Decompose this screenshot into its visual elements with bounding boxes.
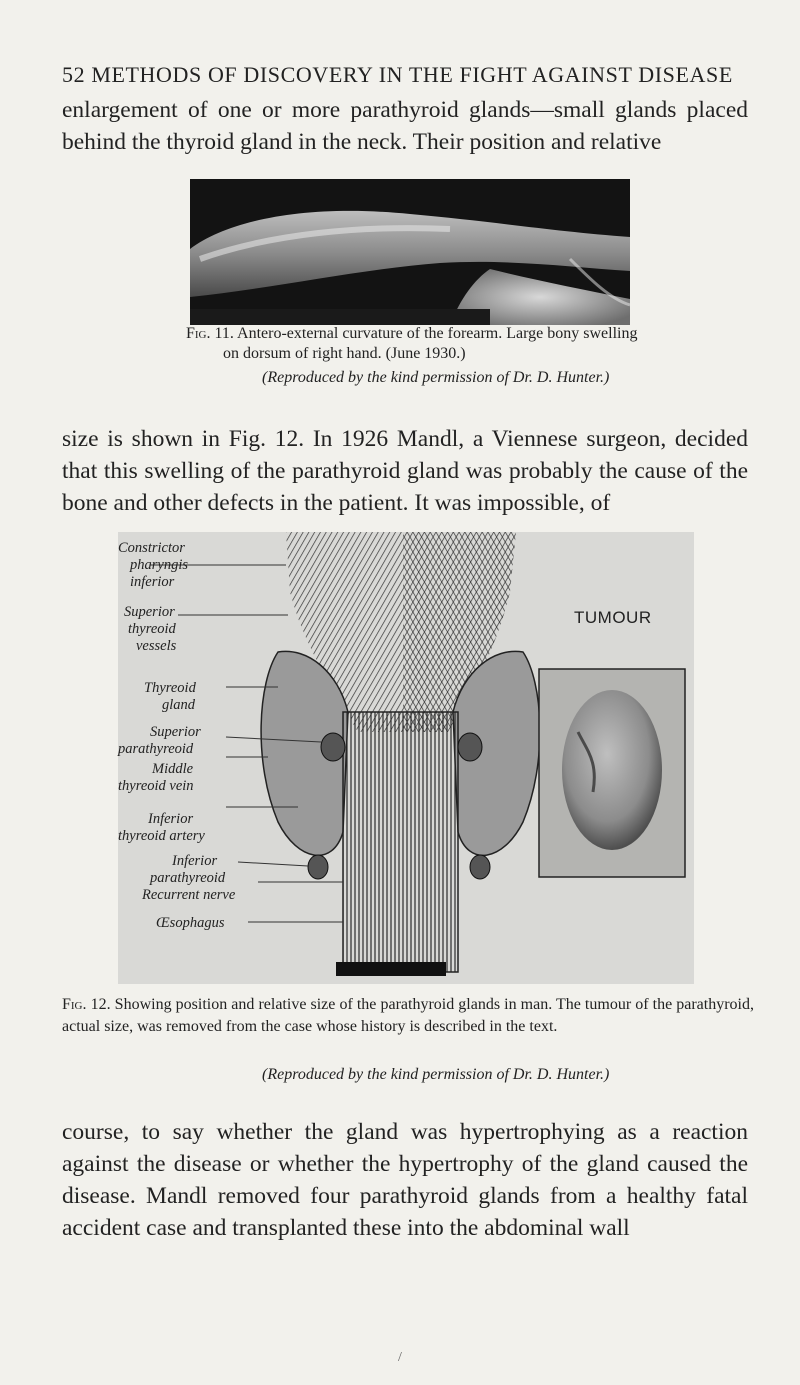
- running-header: [62, 62, 742, 88]
- label-constrictor-3: inferior: [130, 574, 175, 590]
- figure-11-caption: [186, 324, 766, 364]
- label-inf-artery-2: thyreoid artery: [118, 828, 205, 844]
- forearm-photo: [190, 179, 630, 325]
- page-number: 52: [62, 62, 86, 87]
- figure-11-caption-line1: Antero-external curvature of the forearm. Large bony swelling: [237, 325, 638, 342]
- label-sup-para-1: Superior: [150, 724, 201, 740]
- label-thyroid-1: Thyreoid: [144, 680, 196, 696]
- figure-11-label: Fig. 11.: [186, 325, 234, 342]
- figure-11-caption-line2: on dorsum of right hand. (June 1930.): [223, 345, 466, 362]
- figure-11-credit: (Reproduced by the kind permission of Dr. D. Hunter.): [262, 369, 610, 386]
- paragraph-2: size is shown in Fig. 12. In 1926 Mandl, a Viennese surgeon, decided that this swelling of the parathyroid gland was probably the cause of the bone and other defects in the patient. It was impossible, of: [62, 426, 748, 516]
- label-sup-para-2: parathyreoid: [118, 741, 194, 757]
- paragraph-3: course, to say whether the gland was hypertrophying as a reaction against the disease or whether the hypertrophy of the gland caused the disease. Mandl removed four parathyroid glands from a healthy fatal accident case and transplanted these into the abdominal wall: [62, 1119, 748, 1241]
- figure-12-credit: (Reproduced by the kind permission of Dr. D. Hunter.): [262, 1066, 610, 1083]
- label-inf-para-1: Inferior: [172, 853, 218, 869]
- label-thyroid-2: gland: [162, 697, 196, 713]
- label-oesophagus: Œsophagus: [156, 915, 225, 931]
- paragraph-1: enlargement of one or more parathyroid glands—small glands placed behind the thyroid gland in the neck. Their position and relative: [62, 97, 748, 155]
- label-constrictor-1: Constrictor: [118, 540, 185, 556]
- label-inf-artery-1: Inferior: [148, 811, 194, 827]
- figure-12-caption-text: Showing position and relative size of the parathyroid glands in man. The tumour of the parathyroid, actual size, was removed from the case whose history is described in the text.: [62, 996, 755, 1035]
- label-superior-3: vessels: [136, 638, 177, 654]
- tumour-label: TUMOUR: [574, 608, 652, 627]
- figure-12-caption: [62, 994, 754, 1038]
- label-inf-para-2: parathyreoid: [150, 870, 226, 886]
- label-superior-1: Superior: [124, 604, 175, 620]
- label-recurrent-nerve: Recurrent nerve: [142, 887, 236, 903]
- running-title: METHODS OF DISCOVERY IN THE FIGHT AGAINST DISEASE: [91, 62, 733, 87]
- label-middle-2: thyreoid vein: [118, 778, 194, 794]
- figure-12-label: Fig. 12.: [62, 996, 111, 1013]
- label-constrictor-2: pharyngis: [130, 557, 188, 573]
- stray-mark: /: [398, 1350, 402, 1365]
- label-superior-2: thyreoid: [128, 621, 176, 637]
- label-middle-1: Middle: [152, 761, 194, 777]
